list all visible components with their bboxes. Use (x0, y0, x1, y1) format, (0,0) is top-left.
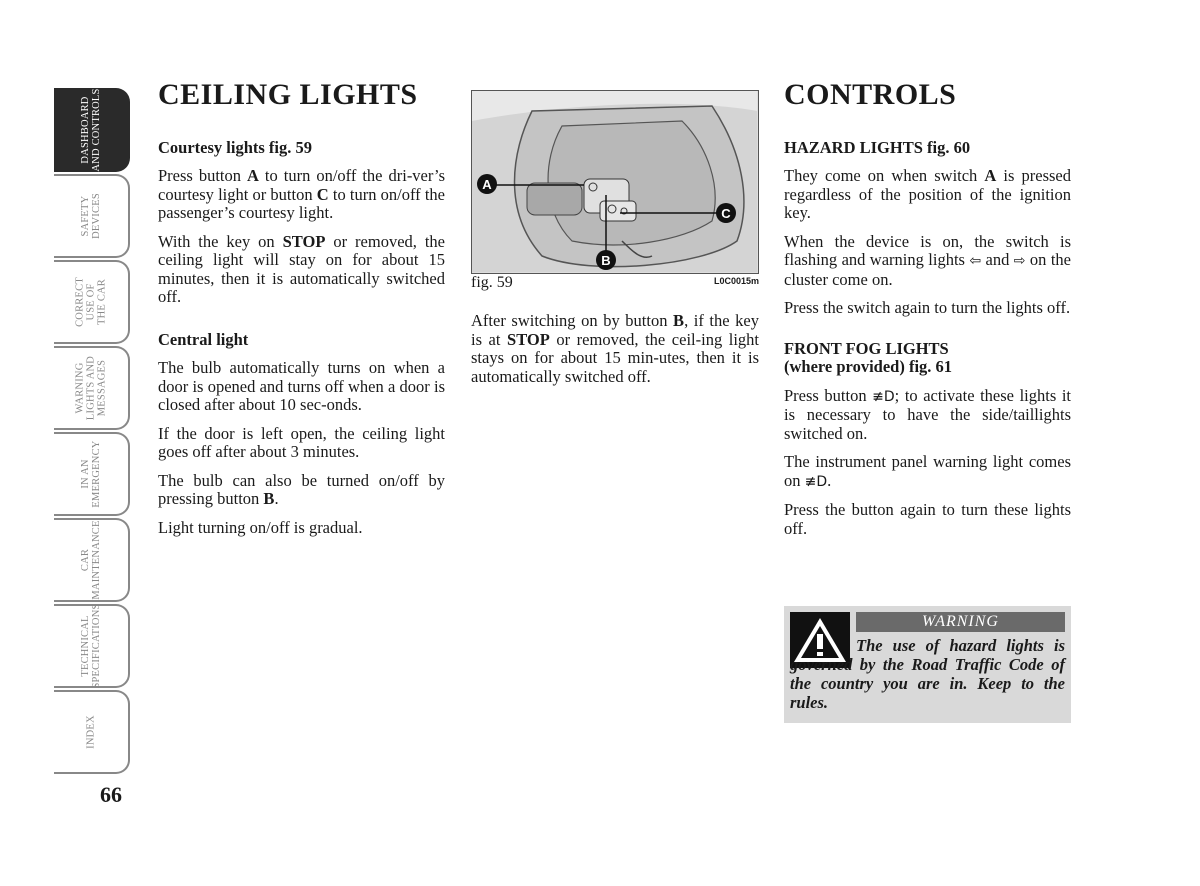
paragraph: The bulb can also be turned on/off by pressing button B. (158, 470, 445, 508)
tab-warning-lights[interactable] (54, 346, 130, 430)
paragraph: Press button A to turn on/off the dri-ver’s courtesy light or button C to turn on/off the passenger’s courtesy light. (158, 166, 445, 222)
warning-text: The use of hazard lights is governed by the Road Traffic Code of the country you are in. Keep to the rules. (790, 636, 1065, 712)
figure-caption-row (471, 274, 759, 292)
fog-heading-sub: (where provided) fig. 61 (784, 357, 953, 376)
tab-label: SAFETY DEVICES (80, 193, 102, 239)
callout-c: C (721, 206, 731, 221)
tab-label: DASHBOARD AND CONTROLS (80, 88, 102, 172)
figure-caption: fig. 59 (471, 274, 513, 291)
paragraph: When the device is on, the switch is flashing and warning lights ⇦ and ⇨ on the cluster come on. (784, 231, 1071, 289)
paragraph: They come on when switch A is pressed regardless of the position of the ignition key. (784, 166, 1071, 222)
tab-label: TECHNICAL SPECIFICATIONS (80, 603, 102, 689)
paragraph: Press the button again to turn these lights off. (784, 500, 1071, 538)
central-light-heading: Central light (158, 329, 249, 349)
fog-light-icon: ≢D (872, 388, 895, 405)
tab-label: CAR MAINTENANCE (80, 520, 102, 600)
hazard-heading: HAZARD LIGHTS fig. 60 (784, 137, 971, 157)
left-column (158, 78, 445, 547)
tab-technical-specifications[interactable] (54, 604, 130, 688)
tab-label: CORRECT USE OF THE CAR (74, 277, 108, 327)
paragraph: Press the switch again to turn the lights off. (784, 298, 1071, 317)
tab-car-maintenance[interactable] (54, 518, 130, 602)
courtesy-heading: Courtesy lights fig. 59 (158, 137, 312, 157)
middle-column (471, 312, 759, 396)
tab-label: IN AN EMERGENCY (80, 440, 102, 508)
tab-label: INDEX (85, 715, 97, 749)
ceiling-light-illustration (472, 91, 757, 272)
section-tabs (54, 88, 132, 778)
paragraph: The bulb automatically turns on when a door is opened and turns off when a door is closed after about 10 sec-onds. (158, 358, 445, 414)
callout-a: A (482, 177, 492, 192)
turn-left-icon: ⇦ (969, 253, 982, 269)
right-column (784, 78, 1071, 548)
fog-heading: FRONT FOG LIGHTS (784, 338, 949, 358)
paragraph: After switching on by button B, if the key is at STOP or removed, the ceil-ing light stays on for about 15 min-utes, then it is automatically switched off. (471, 311, 759, 386)
tab-safety-devices[interactable] (54, 174, 130, 258)
section-title: CONTROLS (784, 78, 957, 111)
paragraph: Light turning on/off is gradual. (158, 517, 363, 537)
tab-label: WARNING LIGHTS AND MESSAGES (74, 355, 108, 421)
tab-correct-use[interactable] (54, 260, 130, 344)
tab-emergency[interactable] (54, 432, 130, 516)
warning-box (784, 606, 1071, 723)
section-title: CEILING LIGHTS (158, 78, 418, 111)
callout-b: B (601, 253, 611, 268)
paragraph: Press button ≢D; to activate these lights it is necessary to have the side/taillights switched on. (784, 385, 1071, 443)
turn-right-icon: ⇨ (1013, 253, 1026, 269)
tab-index[interactable] (54, 690, 130, 774)
page-number: 66 (100, 782, 122, 807)
warning-title: WARNING (856, 612, 1065, 632)
figure-code: L0C0015m (713, 276, 759, 286)
figure-ceiling-light (471, 90, 759, 274)
fog-light-icon: ≢D (804, 473, 828, 490)
paragraph: If the door is left open, the ceiling light goes off after about 3 minutes. (158, 423, 445, 461)
paragraph: The instrument panel warning light comes on ≢D. (784, 452, 1071, 490)
tab-dashboard-and-controls[interactable] (54, 88, 130, 172)
paragraph: With the key on STOP or removed, the ceiling light will stay on for about 15 minutes, then it is automatically switched off. (158, 231, 445, 306)
